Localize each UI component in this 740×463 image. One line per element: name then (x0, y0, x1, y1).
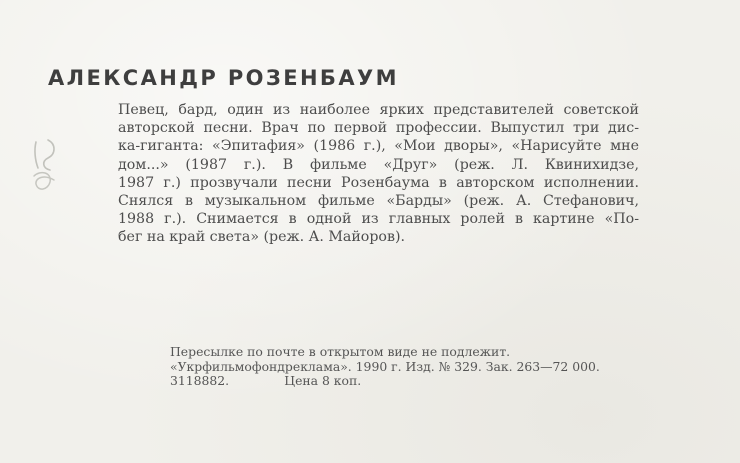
biography-line: дом...» (1987 г.). В фильме «Друг» (реж. Л. Квинихидзе, (118, 156, 639, 173)
imprint-line: Пересылке по почте в открытом виде не подлежит. (170, 344, 511, 359)
biography-line: ка-гиганта: «Эпитафия» (1986 г.), «Мои дворы», «Нарисуйте мне (118, 138, 639, 155)
biography-line: Снялся в музыкальном фильме «Барды» (реж. А. Стефанович, (118, 192, 639, 209)
publisher-imprint (170, 345, 600, 389)
imprint-line: «Укрфильмофондреклама». 1990 г. Изд. № 329. Зак. 263—72 000. (170, 358, 600, 374)
biography-line: 1988 г.). Снимается в одной из главных ролей в картине «По- (118, 211, 639, 228)
biography-line: бег на край света» (реж. А. Майоров). (118, 229, 405, 246)
biography-line: 1987 г.) прозвучали песни Розенбаума в авторском исполнении. (118, 174, 639, 191)
biography-line: авторской песни. Врач по первой профессии. Выпустил три дис- (118, 120, 639, 137)
page-title: АЛЕКСАНДР РОЗЕНБАУМ (48, 66, 399, 90)
pencil-mark (26, 130, 76, 200)
biography-line: Певец, бард, один из наиболее ярких представителей советской (118, 102, 639, 118)
biography-text (118, 101, 639, 247)
imprint-line: 3118882. Цена 8 коп. (170, 373, 362, 388)
